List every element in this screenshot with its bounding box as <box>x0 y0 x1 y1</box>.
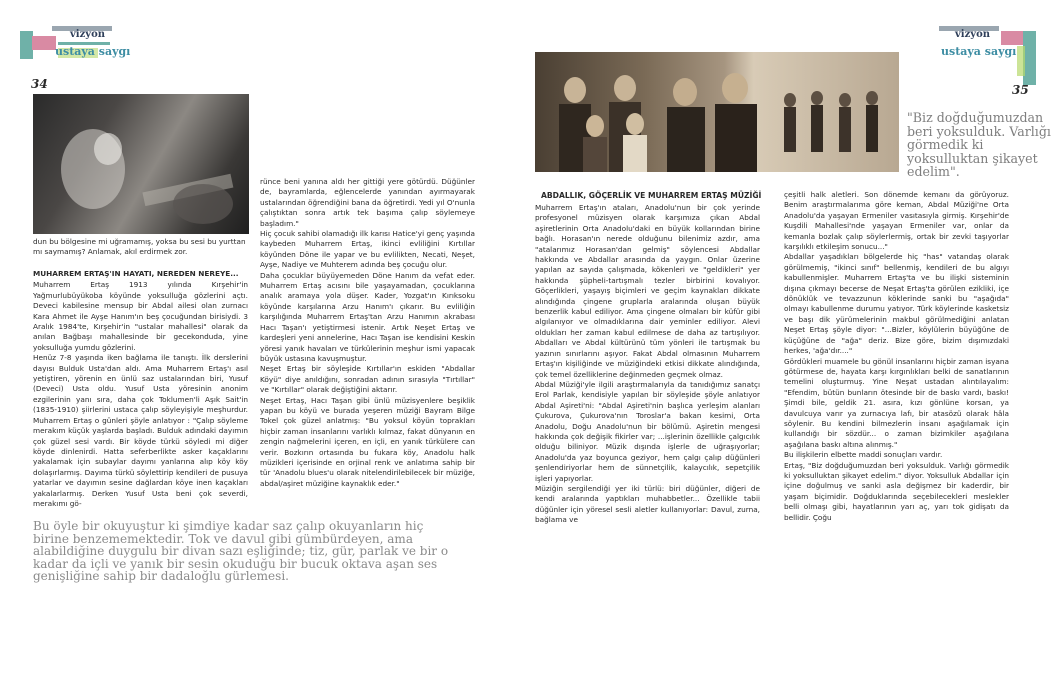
paragraph: Bu ilişkilerin elbette maddi sonuçları vardır. <box>784 450 943 460</box>
page-number: 35 <box>1012 83 1029 97</box>
magazine-name: vizyon <box>70 29 106 40</box>
right-column-2 <box>784 190 1009 566</box>
page-number: 34 <box>31 77 48 91</box>
paragraph: rünce beni yanına aldı her gittiği yere götürdü. Düğünler de, bayramlarda, eğlencelerde yanından ayırmayarak ustalarından öğrendiğini bana da öğretirdi. Yedi yıl O'nunla çalıştıktan sonra artık tek başıma çalıp söylemeye başladım." <box>260 177 475 228</box>
pull-quote: Bu öyle bir okuyuştur ki şimdiye kadar saz çalıp okuyanların hiç birine benzememektedir. Tok ve davul gibi gümbürdeyen, ama alabildiğine duygulu bir divan sazı eşliğinde; tiz, gür, parlak ve bir o kadar da içli ve yanık bir sesin okuduğu bir bucuk oktava aşan ses genişliğine sahip bir dadaloğlu gürlemesi. <box>33 519 449 583</box>
left-column-1 <box>33 263 248 513</box>
right-page <box>531 0 1062 693</box>
left-column-2 <box>260 177 475 507</box>
photo-caption: dun bu bölgesine mi uğramamış, yoksa bu sesi bu yurttan mı saymamış? Anlamak, akıl erdirmek zor. <box>33 237 246 257</box>
family-photo <box>535 52 899 172</box>
highlight-quote: "Biz doğduğumuzdan beri yoksulduk. Varlığı görmedik ki yoksulluktan şikayet edelim". <box>907 110 1051 180</box>
musician-photo-illustration <box>33 94 249 234</box>
paragraph: çeşitli halk aletleri. Son dönemde kemanı da görüyoruz. Benim araştırmalarıma göre keman, Abdal Müziği'ne Orta Anadolu'da yaşayan Ermeniler vasıtasıyla girmiş. Kırşehir'de Kuşdili Mahallesi'nde yaşayan Ermeniler var, onlar da kemanla bozlak çalıp söylerlermiş, ortak bir zevki taşıyorlar karşılıklı etkileşim sonucu..." <box>784 190 1009 252</box>
section-heading: ABDALLIK, GÖÇERLİK VE MUHARREM ERTAŞ MÜZİĞİ <box>541 191 762 200</box>
right-column-1 <box>535 203 760 566</box>
paragraph: Abdallar yaşadıkları bölgelerde hiç "has" vatandaş olarak görülmemiş, "ikinci sınıf" bellenmiş, kendileri de bu algıyı kabullenmişler. Muharrem Ertaş'ta ve bu ilişki sisteminin dışına çıkmayı becerse de Neşat Ertaş'ta görülen ezikliki, içe dönüklük ve tevazzunun köklerinde sanki bu "aşağıda" olmayı kabullenme durumu yatıyor. Türk köylerinde kasketsiz ve başı dik yürümelerinin makbul görülmediğini anlatan Neşet Ertaş şöyle diyor: "...Bizler, köylülerin büyüğüne de küçüğüne de "ağa" deriz. Bize göre, bizim dışımızdaki herkes, 'ağa'dır...." <box>784 252 1009 356</box>
paragraph: Abdal Müziği'yle ilgili araştırmalarıyla da tanıdığımız sanatçı Erol Parlak, kendisiyle yapılan bir söyleşide şöyle anlatıyor Abdal Aşireti'ni: "Abdal Aşireti'nin başlıca yerleşim alanları Çukurova, Çukurova'nın Toroslar'a bakan kesimi, Orta Anadolu, Doğu Anadolu'nun bir bölümü. Aşiretin mengesi hakkında çok değişik fikirler var; ...işlerinin özellikle çalgıcılık olduğu biliniyor. Müzik dışında işlerle de uğraşıyorlar; Anadolu'da yaz boyunca geziyor, hem çalgı çalıp düğünleri şenlendiriyorlar hem de sünnetçilik, kalaycılık, sepetçilik işleri yapıyorlar. <box>535 379 760 483</box>
paragraph: Muharrem Ertaş'ın ataları, Anadolu'nun bir çok yerinde profesyonel müzisyen olarak karşımıza çıkan Abdal aşiretlerinin Orta Anadolu'daki en büyük kollarından birine bağlı. Horasan'ın nerede olduğunu bilenimiz azdır, ama "atalarımız Horasan'dan gelmiş" söylencesi Abdallar hakkında ve Abdallar arasında da yaygın. Onlar üzerine yapılan az sayıda çalışmada, kökenleri ve "geldikleri" yer hakkında şüpheli-tartışmalı tezler birbirini kovalıyor. Göçerlikleri, yaşayış biçimleri ve geçim kaynakları dikkate alındığında çingene gruplarla aralarında oluşan büyük benzerlik kabul ediliyor. Ama çingene olmaları bir küfür gibi algılanıyor ve olmadıklarına dair yeminler ediliyor. Alevi oldukları her zaman kabul edilmese de daha az tartışılıyor. Abdalları ve Abdal kültürünü tüm yönleri ile tartışmak bu yazının sınırlarını aşıyor. Fakat Abdal olmasının Muharrem Ertaş'ın kişiliğinde ve müziğindeki etkisi dikkate alındığında, çok temel özelliklerine değinmeden geçmek olmaz. <box>535 203 760 379</box>
family-photo-illustration <box>535 52 899 172</box>
paragraph: Ertaş, "Biz doğduğumuzdan beri yoksulduk. Varlığı görmedik ki yoksulluktan şikayet edelim." diyor. Yoksulluk Abdallar için içine doğulmuş ve sanki asla değişmez bir kaderdir, bir yaşam biçimidir. Doğduklarında seçebilecekleri meslekler belli olmaşı gibi, hayatlarının yarı aç, yarı tok gidişatı da bellidir. Çoğu <box>784 460 1009 522</box>
paragraph: Neşet Ertaş bir söyleşide Kırtıllar'ın eskiden "Abdallar Köyü" diye anıldığını, sonradan adının sırasıyla "Tırtıllar" ve "Kırtıllar" olarak değiştiğini aktarır. <box>260 364 475 395</box>
paragraph: Hiç çocuk sahibi olamadığı ilk karısı Hatice'yi genç yaşında kaybeden Muharrem Ertaş, ikinci evliliğini Kırtıllar köyünden Döne ile yapar ve bu evlilikten, Necati, Neşet, Ayşe, Nadiye ve Muhterem adında beş çocuğu olur. <box>260 229 475 270</box>
musician-photo <box>33 94 249 234</box>
section-heading: MUHARREM ERTAŞ'IN HAYATI, NEREDEN NEREYE... <box>33 269 239 278</box>
paragraph: Müziğin sergilendiği yer iki türlü: biri düğünler, diğeri de kendi aralarında yaptıkları muhabbetler... Özellikle tabii düğünler için yöresel sesli aletler kullanıyorlar: Davul, zurna, bağlama ve <box>535 483 760 525</box>
paragraph: Henüz 7-8 yaşında iken bağlama ile tanıştı. İlk derslerini dayısı Bulduk Usta'dan aldı. Ama Muharrem Ertaş'ı asıl yetiştiren, yörenin en ünlü saz ustalarından biri, Yusuf (Deveci) Usta oldu. Yusuf Usta yöresinin anonim ezgilerinin yanı sıra, daha çok Toklumen'li Aşık Sait'in (1835-1910) şiirlerini ustaca çalıp söyleyişiyle meşhurdur. Muharrem Ertaş o günleri şöyle anlatıyor : "Çalıp söyleme merakım küçük yaşlarda başladı. Bulduk adındaki dayımın çok güzel sesi vardı. Bir köyde türkü söyledi mi diğer köyde dinlenirdi. Hatta seferberlikte asker kaçaklarını yakalamak için subaylar dayımı yanlarına alıp köy köy dolaşırlarmış. Dayıma türkü söylettirip kendileri de pusuya yatarlar ve dayımın sesine dağlardan köye inen kaçakları yakalarlarmış. Derken Yusuf Usta beni çok severdi, merakımı gö- <box>33 353 248 508</box>
paragraph: Gördükleri muamele bu gönül insanlarını hiçbir zaman isyana götürmese de, hayata karşı kırgınlıkları belki de sanatlarının temelini oluşturmuş. Yine Neşat ustadan alıntılayalım: "Efendim, bütün bunların ötesinde bir de baskı vardı, baskı! Şimdi bile, geldik 21. asıra, kızı gönlüne korsan, ya davulcuya varır ya zurnacıya lafı, bir atasözü olarak hâla söylenir. Bu kendini bilmezlerin insanı aşağılamak için kullandığı bir sözdür... o zaman bizimkiler aşağılana aşağılana baskı altına alınmış." <box>784 356 1009 449</box>
paragraph: Daha çocuklar büyüyemeden Döne Hanım da vefat eder. Muharrem Ertaş acısını bile yaşayamadan, çocuklarına analık aramaya yola düşer. Kader, Yozgat'ın Kırıksoku köyünde karşılarına Arzu Hanım'ı çıkarır. Bu evliliğin karşılığında Muharrem Ertaş'tan Arzu Hanımın akrabası Hacı Taşan'ı yetiştirmesi istenir. Artık Neşet Ertaş ve kardeşleri yeni annelerine, Hacı Taşan ise kendisini Keskin yöresi yanık havaları ve türkülerinin meşhur ismi yapacak büyük ustasına kavuşmuştur. <box>260 270 475 363</box>
paragraph: Muharrem Ertaş 1913 yılında Kırşehir'in Yağmurlubüyükoba köyünde yoksulluğa gözlerini açtı. Deveci kabilesine mensup bir Abdal ailesi olan zurnacı Kara Ahmet ile Ayşe Hanım'ın beş çocuğundan birisiydi. 3 Aralık 1984'te, Kırşehir'in "ustalar mahallesi" olarak da anılan Bağbaşı mahallesinde bir gecekonduda, yine yoksulluğa yumdu gözlerini. <box>33 280 248 352</box>
section-title: ustaya saygı <box>941 45 1017 58</box>
magazine-name: vizyon <box>955 29 991 40</box>
paragraph: Neşet Ertaş, Hacı Taşan gibi ünlü müzisyenlere beşiklik yapan bu köyü ve burada yeşeren müziği Bayram Bilge Tokel çok güzel anlatmış: "Bu yoksul köyün toprakları hiçbir zaman insanlarını varlıklı kılmaz, fakat dünyanın en zengin nağmelerini içeren, en içli, en yanık türkülere can verir. Bozkırın ortasında bu fukara köy, Anadolu halk müzikleri içerisinde en orjinal renk ve anlatıma sahip bir tür 'Anadolu blues'u olarak nitelendirilebilecek bir müziğe, abdal/aşiret müziğine kaynaklık eder." <box>260 395 475 488</box>
section-title: ustaya saygı <box>55 45 131 58</box>
